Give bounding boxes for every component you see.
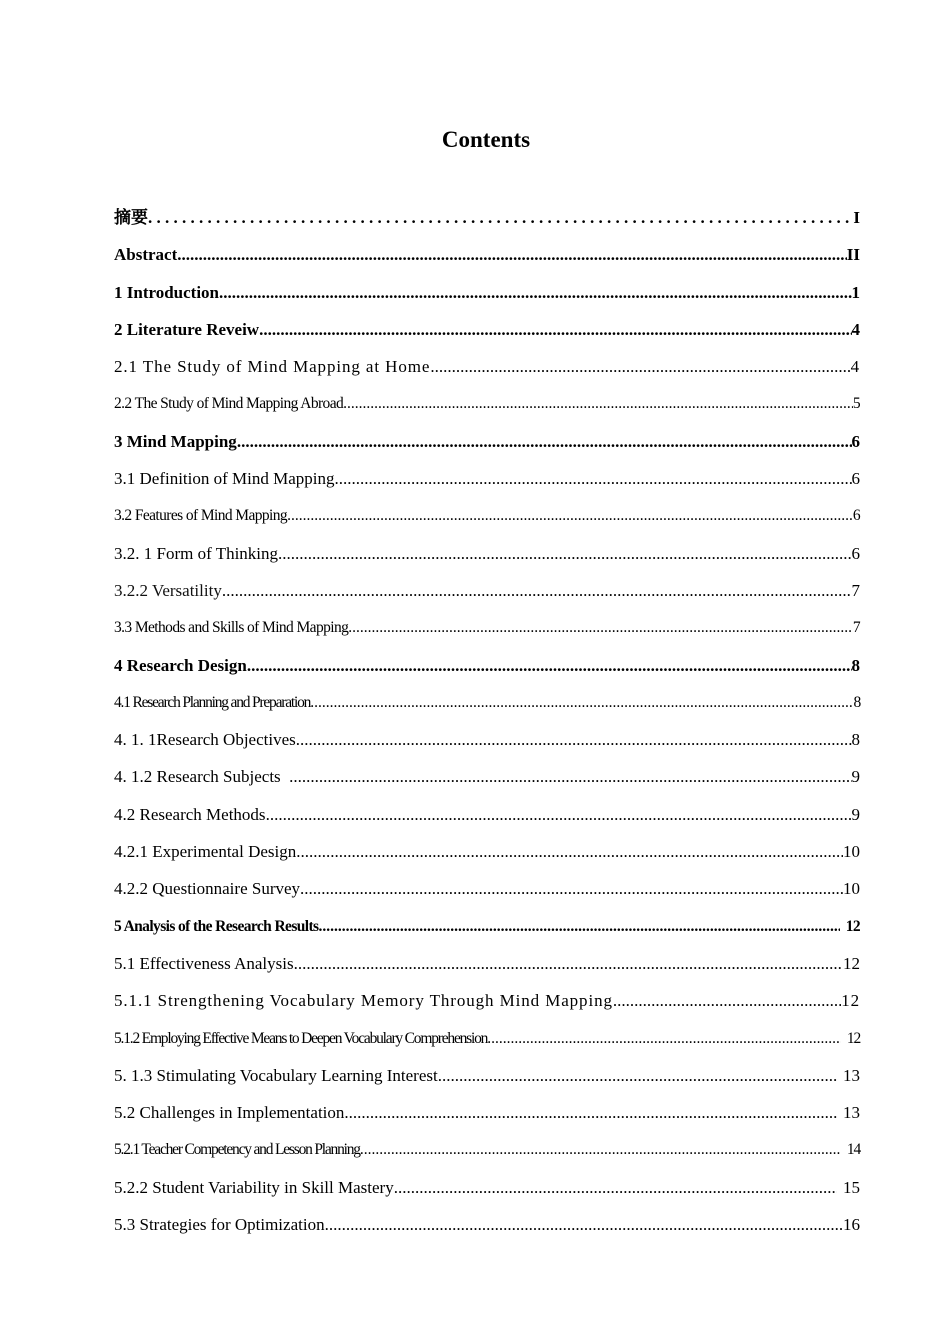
toc-entry-page: 6 — [851, 543, 860, 563]
toc-entry-label: 3.1 Definition of Mind Mapping — [114, 469, 335, 489]
toc-entry-label: 4.2 Research Methods — [114, 804, 266, 824]
toc-entry-label: 3.2.2 Versatility — [114, 580, 222, 600]
dot-leader — [296, 721, 852, 758]
toc-entry-label: 2.1 The Study of Mind Mapping at Home — [114, 357, 431, 377]
toc-entry-page: 13 — [843, 1103, 860, 1123]
toc-entry-label: 5. 1.3 Stimulating Vocabulary Learning Interest — [114, 1065, 438, 1085]
dot-leader — [360, 1131, 841, 1168]
toc-entry-page: 12 — [841, 991, 860, 1011]
dot-leader — [344, 1094, 837, 1131]
toc-entry-label: 5.1.1 Strengthening Vocabulary Memory Through Mind Mapping — [114, 991, 613, 1011]
toc-entry-teacher-competency[interactable] — [114, 1131, 860, 1168]
toc-entry-label: 5 Analysis of the Research Results — [114, 917, 319, 935]
toc-entry-page: 8 — [851, 730, 860, 750]
toc-entry-label: 5.2 Challenges in Implementation — [114, 1103, 345, 1123]
toc-entry-page: 1 — [851, 282, 860, 302]
dot-leader — [259, 311, 851, 348]
toc-entry-page: 4 — [851, 319, 860, 339]
dot-leader — [300, 870, 843, 907]
toc-entry-methods-and-skills[interactable] — [114, 609, 860, 646]
toc-entry-label: 5.2.1 Teacher Competency and Lesson Planning — [114, 1141, 360, 1159]
toc-entry-planning-and-preparation[interactable] — [114, 684, 860, 721]
toc-entry-page: 6 — [851, 469, 860, 489]
toc-entry-label: 摘要 — [114, 208, 148, 227]
toc-entry-page: 6 — [852, 507, 860, 525]
toc-entry-questionnaire-survey[interactable] — [114, 870, 860, 907]
toc-entry-study-at-home[interactable] — [114, 348, 860, 385]
dot-leader — [222, 572, 852, 609]
toc-entry-label: 4.2.1 Experimental Design — [114, 842, 297, 862]
toc-entry-page: 9 — [851, 767, 860, 787]
toc-entry-label: 5.1 Effectiveness Analysis — [114, 953, 294, 973]
dot-leader — [219, 274, 851, 311]
dot-leader — [310, 684, 853, 721]
table-of-contents — [114, 199, 860, 1243]
toc-entry-research-objectives[interactable] — [114, 721, 860, 758]
toc-entry-page: 7 — [851, 580, 860, 600]
toc-entry-page: 14 — [846, 1141, 860, 1159]
toc-entry-label: 4. 1. 1Research Objectives — [114, 730, 296, 750]
toc-entry-page: 5 — [852, 395, 860, 413]
toc-entry-label: 3.2. 1 Form of Thinking — [114, 543, 279, 563]
dot-leader — [438, 1057, 837, 1094]
toc-entry-research-methods[interactable] — [114, 796, 860, 833]
dot-leader — [613, 982, 841, 1019]
dot-leader — [177, 236, 847, 273]
toc-entry-experimental-design[interactable] — [114, 833, 860, 870]
toc-entry-label: 4.2.2 Questionnaire Survey — [114, 879, 301, 899]
dot-leader — [247, 647, 852, 684]
toc-entry-abstract-chinese[interactable] — [114, 199, 860, 236]
toc-entry-strategies[interactable] — [114, 1206, 860, 1243]
toc-entry-versatility[interactable] — [114, 572, 860, 609]
dot-leader — [294, 945, 843, 982]
toc-entry-label: 4 Research Design — [114, 655, 247, 675]
page-title: Contents — [441, 127, 531, 152]
toc-entry-page: 6 — [851, 431, 860, 451]
toc-entry-page: 12 — [845, 917, 860, 935]
toc-entry-stimulating-interest[interactable] — [114, 1057, 860, 1094]
toc-entry-analysis-of-results[interactable] — [114, 908, 860, 945]
toc-entry-page: 10 — [843, 842, 860, 862]
toc-entry-label: 5.1.2 Employing Effective Means to Deepen Vocabulary Comprehension — [114, 1029, 488, 1047]
toc-entry-label: 1 Introduction — [114, 282, 220, 302]
toc-entry-label: 3.3 Methods and Skills of Mind Mapping — [114, 619, 349, 637]
dot-leader — [278, 535, 851, 572]
toc-entry-page: 15 — [843, 1177, 860, 1197]
dot-leader — [148, 199, 853, 236]
toc-entry-page: 7 — [852, 619, 860, 637]
toc-entry-page: 16 — [843, 1215, 860, 1235]
toc-entry-label: 5.3 Strategies for Optimization — [114, 1215, 325, 1235]
dot-leader — [289, 758, 851, 795]
toc-entry-student-variability[interactable] — [114, 1169, 860, 1206]
toc-entry-label: 2.2 The Study of Mind Mapping Abroad — [114, 395, 344, 413]
dot-leader — [319, 908, 840, 945]
dot-leader — [296, 833, 843, 870]
dot-leader — [343, 385, 853, 422]
toc-entry-study-abroad[interactable] — [114, 385, 860, 422]
toc-entry-challenges[interactable] — [114, 1094, 860, 1131]
toc-entry-features[interactable] — [114, 497, 860, 534]
toc-entry-page: 12 — [843, 953, 860, 973]
toc-entry-page: 9 — [851, 804, 860, 824]
dot-leader — [325, 1206, 843, 1243]
toc-entry-label: 3.2 Features of Mind Mapping — [114, 507, 288, 525]
toc-entry-page: 13 — [843, 1065, 860, 1085]
dot-leader — [266, 796, 852, 833]
dot-leader — [430, 348, 850, 385]
toc-entry-label: 5.2.2 Student Variability in Skill Mastery — [114, 1177, 394, 1197]
toc-entry-literature-review[interactable] — [114, 311, 860, 348]
toc-entry-label: 4.1 Research Planning and Preparation — [114, 693, 311, 711]
toc-entry-page: 12 — [846, 1029, 860, 1047]
toc-entry-definition[interactable] — [114, 460, 860, 497]
dot-leader — [287, 497, 853, 534]
toc-entry-introduction[interactable] — [114, 274, 860, 311]
toc-entry-page: 4 — [850, 357, 860, 377]
dot-leader — [237, 423, 852, 460]
toc-entry-label: Abstract — [114, 245, 178, 265]
toc-entry-effective-means[interactable] — [114, 1020, 860, 1057]
toc-entry-strengthening-vocabulary[interactable] — [114, 982, 860, 1019]
toc-entry-form-of-thinking[interactable] — [114, 535, 860, 572]
toc-entry-mind-mapping[interactable] — [114, 423, 860, 460]
dot-leader — [335, 460, 852, 497]
toc-entry-page: 8 — [853, 693, 860, 711]
toc-entry-page: II — [846, 245, 860, 265]
toc-entry-label: 3 Mind Mapping — [114, 431, 237, 451]
toc-entry-page: 8 — [851, 655, 860, 675]
toc-entry-research-subjects[interactable] — [114, 758, 860, 795]
dot-leader — [348, 609, 853, 646]
dot-leader — [487, 1020, 841, 1057]
dot-leader — [394, 1169, 837, 1206]
toc-entry-abstract[interactable] — [114, 236, 860, 273]
toc-entry-effectiveness-analysis[interactable] — [114, 945, 860, 982]
toc-entry-page: 10 — [843, 879, 860, 899]
toc-entry-page: I — [853, 208, 860, 227]
toc-entry-label: 2 Literature Reveiw — [114, 319, 260, 339]
toc-entry-research-design[interactable] — [114, 647, 860, 684]
toc-entry-label: 4. 1.2 Research Subjects — [114, 767, 290, 787]
